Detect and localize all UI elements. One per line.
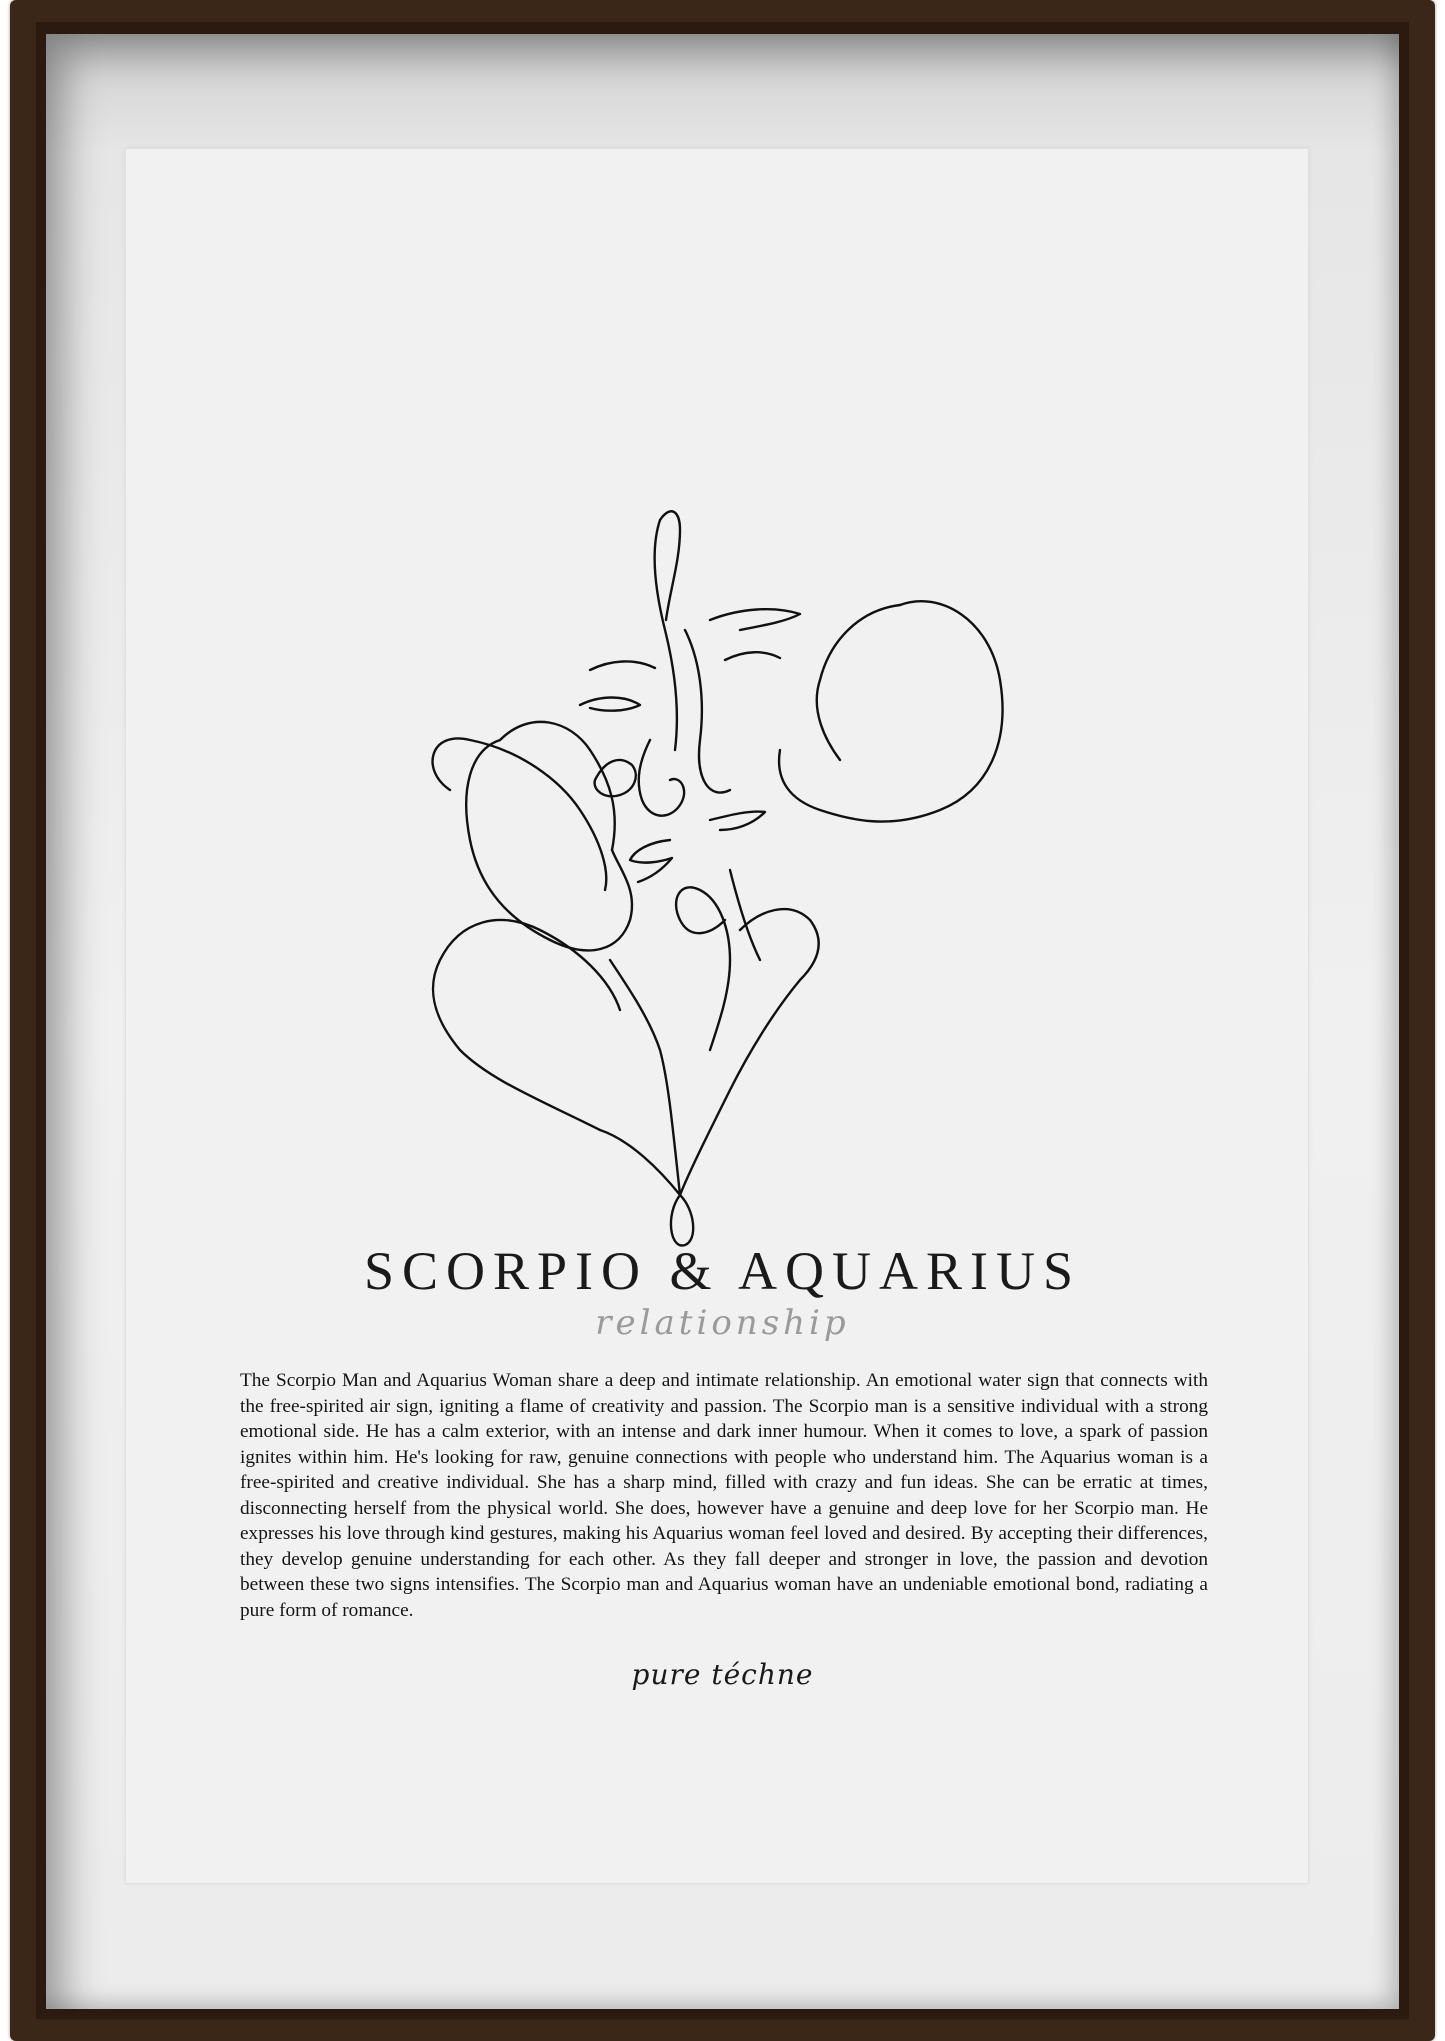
poster-body-text: The Scorpio Man and Aquarius Woman share a deep and intimate relationship. An emotional water sign that connects with the free-spirited air sign, igniting a flame of creativity and passion. The Scorpio man is a sensitive individual with a strong emotional side. He has a calm exterior, with an intense and dark inner humour. When it comes to love, a spark of passion ignites within him. He's looking for raw, genuine connections with people who understand him. The Aquarius woman is a free-spirited and creative individual. She has a sharp mind, filled with crazy and fun ideas. She can be erratic at times, disconnecting herself from the physical world. She does, however have a genuine and deep love for her Scorpio man. He expresses his love through kind gestures, making his Aquarius woman feel loved and desired. By accepting their differences, they develop genuine understanding for each other. As they fall deeper and stronger in love, the passion and devotion between these two signs intensifies. The Scorpio man and Aquarius woman have an undeniable emotional bond, radiating a pure form of romance. [240, 1370, 1208, 1621]
line-art-couple-icon [380, 490, 1040, 1250]
brand-signature: pure téchne [631, 1658, 814, 1691]
poster-subtitle: relationship [595, 1303, 850, 1343]
poster-title: SCORPIO & AQUARIUS [363, 1241, 1082, 1301]
